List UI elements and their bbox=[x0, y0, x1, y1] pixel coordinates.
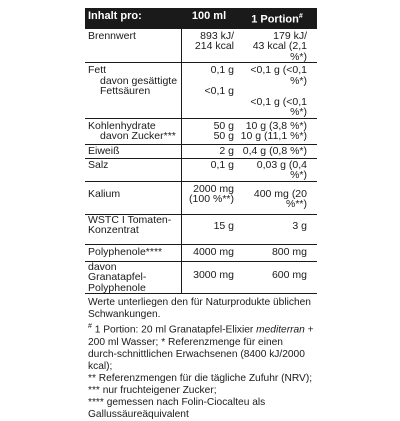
value-portion: 400 mg (20 %**) bbox=[237, 181, 317, 214]
value-100ml: 2 g bbox=[181, 144, 237, 158]
footnote-sugar: *** nur fruchteigener Zucker; bbox=[88, 384, 217, 396]
value-100ml: 50 g 50 g bbox=[181, 118, 237, 144]
table-row-fat bbox=[85, 63, 317, 119]
row-label: WSTC I Tomaten-Konzentrat bbox=[85, 214, 181, 244]
header-label: Inhalt pro: bbox=[85, 8, 181, 29]
value-100ml: 0,1 g bbox=[181, 158, 237, 181]
value-100ml: 15 g bbox=[181, 214, 237, 244]
nutrition-table bbox=[85, 8, 317, 294]
value-100ml: 893 kJ/ 214 kcal bbox=[181, 29, 237, 63]
value-portion: 3 g bbox=[237, 214, 317, 244]
value-100ml: 0,1 g <0,1 g bbox=[181, 63, 237, 119]
table-row-carbohydrates bbox=[85, 118, 317, 144]
value-portion: 600 mg bbox=[237, 261, 317, 294]
value-portion: 10 g (3,8 %*) 10 g (11,1 %*) bbox=[237, 118, 317, 144]
table-row-energy bbox=[85, 29, 317, 63]
value-portion: <0,1 g (<0,1 %*) <0,1 g (<0,1 %*) bbox=[237, 63, 317, 119]
row-label: Salz bbox=[85, 158, 181, 181]
table-row-wstc bbox=[85, 214, 317, 244]
value-100ml: 3000 mg bbox=[181, 261, 237, 294]
table-row-pomegranate-polyphenols bbox=[85, 261, 317, 294]
footnote-portion: # 1 Portion: 20 ml Granatapfel-Elixier mediterran + 200 ml Wasser; * Referenzmenge für einen durch-schnittlichen Erwachsenen (8400 kJ/2000 kcal); bbox=[88, 323, 314, 372]
value-100ml: 2000 mg (100 %**) bbox=[181, 181, 237, 214]
row-label: Kalium bbox=[85, 181, 181, 214]
row-label: Brennwert bbox=[85, 29, 181, 63]
table-row-protein bbox=[85, 144, 317, 158]
footnotes bbox=[85, 294, 317, 420]
footnote-method: **** gemessen nach Folin-Ciocalteu als Gallussäureäquivalent bbox=[88, 396, 266, 420]
table-header bbox=[85, 8, 317, 29]
table-row-potassium bbox=[85, 181, 317, 214]
sub-row-label: davon Zucker*** bbox=[100, 130, 176, 143]
value-100ml: 4000 mg bbox=[181, 244, 237, 261]
table-row-salt bbox=[85, 158, 317, 181]
row-label: Fett davon gesättigte Fettsäuren bbox=[85, 63, 181, 119]
row-label: Kohlenhydrate davon Zucker*** bbox=[85, 118, 181, 144]
value-portion: 0,03 g (0,4 %*) bbox=[237, 158, 317, 181]
sub-row-label: davon gesättigte Fettsäuren bbox=[100, 74, 178, 98]
nutrition-panel bbox=[85, 8, 317, 421]
header-per-portion: 1 Portion# bbox=[237, 8, 317, 29]
row-label: Polyphenole**** bbox=[85, 244, 181, 261]
value-portion: 179 kJ/ 43 kcal (2,1 %*) bbox=[237, 29, 317, 63]
header-per-100ml: 100 ml bbox=[181, 8, 237, 29]
value-portion: 800 mg bbox=[237, 244, 317, 261]
footnote-variance: Werte unterliegen den für Naturprodukte üblichen Schwankungen. bbox=[88, 297, 311, 321]
row-label: Eiweiß bbox=[85, 144, 181, 158]
product-name: mediterran bbox=[256, 324, 305, 336]
table-row-polyphenols bbox=[85, 244, 317, 261]
row-label: davon Granatapfel-Polyphenole bbox=[85, 261, 181, 294]
value-portion: 0,4 g (0,8 %*) bbox=[237, 144, 317, 158]
footnote-nrv: ** Referenzmengen für die tägliche Zufuhr (NRV); bbox=[88, 372, 313, 384]
